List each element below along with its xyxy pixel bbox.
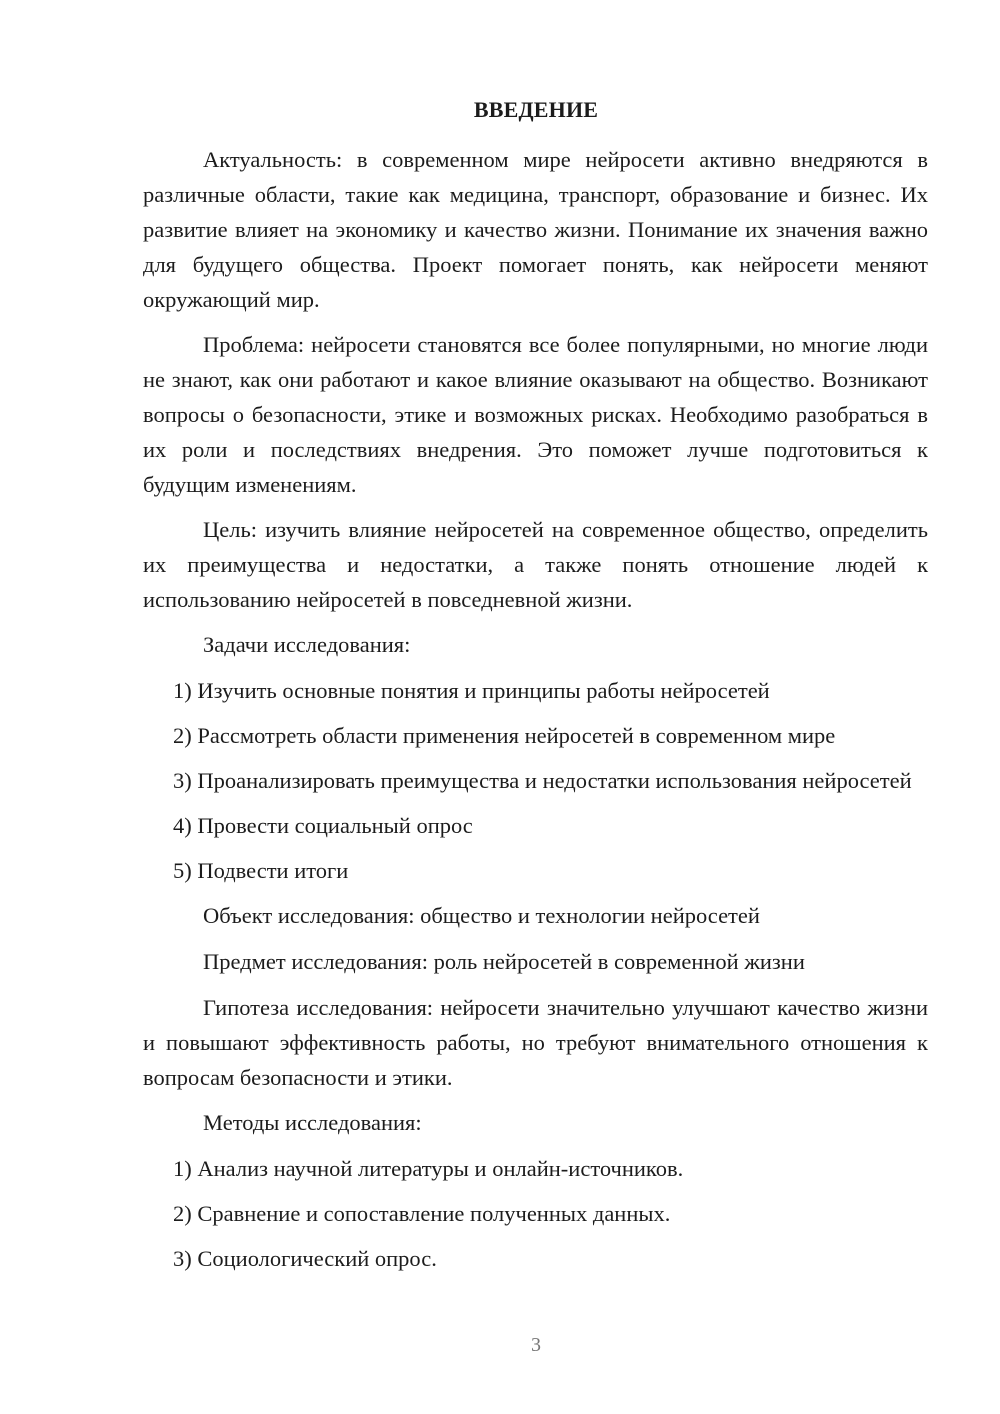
hypothesis-paragraph: Гипотеза исследования: нейросети значительно улучшают качество жизни и повышают эффективность работы, но требуют внимательного отношения к вопросам безопасности и этики. xyxy=(143,995,928,1090)
object-paragraph: Объект исследования: общество и технологии нейросетей xyxy=(203,903,760,928)
page-number: 3 xyxy=(531,1334,541,1356)
method-item: 1) Анализ научной литературы и онлайн-источников. xyxy=(173,1156,684,1181)
problem-paragraph: Проблема: нейросети становятся все более популярными, но многие люди не знают, как они работают и какое влияние оказывают на общество. Возникают вопросы о безопасности, этике и возможных рисках. Необходимо разобраться в их роли и последствиях внедрения. Это поможет лучше подготовиться к будущим изменениям. xyxy=(143,332,928,497)
tasks-title: Задачи исследования: xyxy=(203,632,411,657)
task-item: 4) Провести социальный опрос xyxy=(173,813,473,838)
page-title: ВВЕДЕНИЕ xyxy=(473,97,599,122)
task-item: 2) Рассмотреть области применения нейросетей в современном мире xyxy=(173,723,836,748)
task-item: 3) Проанализировать преимущества и недостатки использования нейросетей xyxy=(173,768,912,793)
method-item: 3) Социологический опрос. xyxy=(173,1246,437,1271)
methods-title: Методы исследования: xyxy=(203,1110,422,1135)
task-item: 5) Подвести итоги xyxy=(173,858,349,883)
method-item: 2) Сравнение и сопоставление полученных данных. xyxy=(173,1201,671,1226)
relevance-paragraph: Актуальность: в современном мире нейросети активно внедряются в различные области, такие как медицина, транспорт, образование и бизнес. Их развитие влияет на экономику и качество жизни. Понимание их значения важно для будущего общества. Проект помогает понять, как нейросети меняют окружающий мир. xyxy=(143,147,928,312)
goal-paragraph: Цель: изучить влияние нейросетей на современное общество, определить их преимущества и недостатки, а также понять отношение людей к использованию нейросетей в повседневной жизни. xyxy=(143,517,928,612)
task-item: 1) Изучить основные понятия и принципы работы нейросетей xyxy=(173,678,770,703)
document-body xyxy=(143,142,928,1286)
subject-paragraph: Предмет исследования: роль нейросетей в современной жизни xyxy=(203,949,805,974)
